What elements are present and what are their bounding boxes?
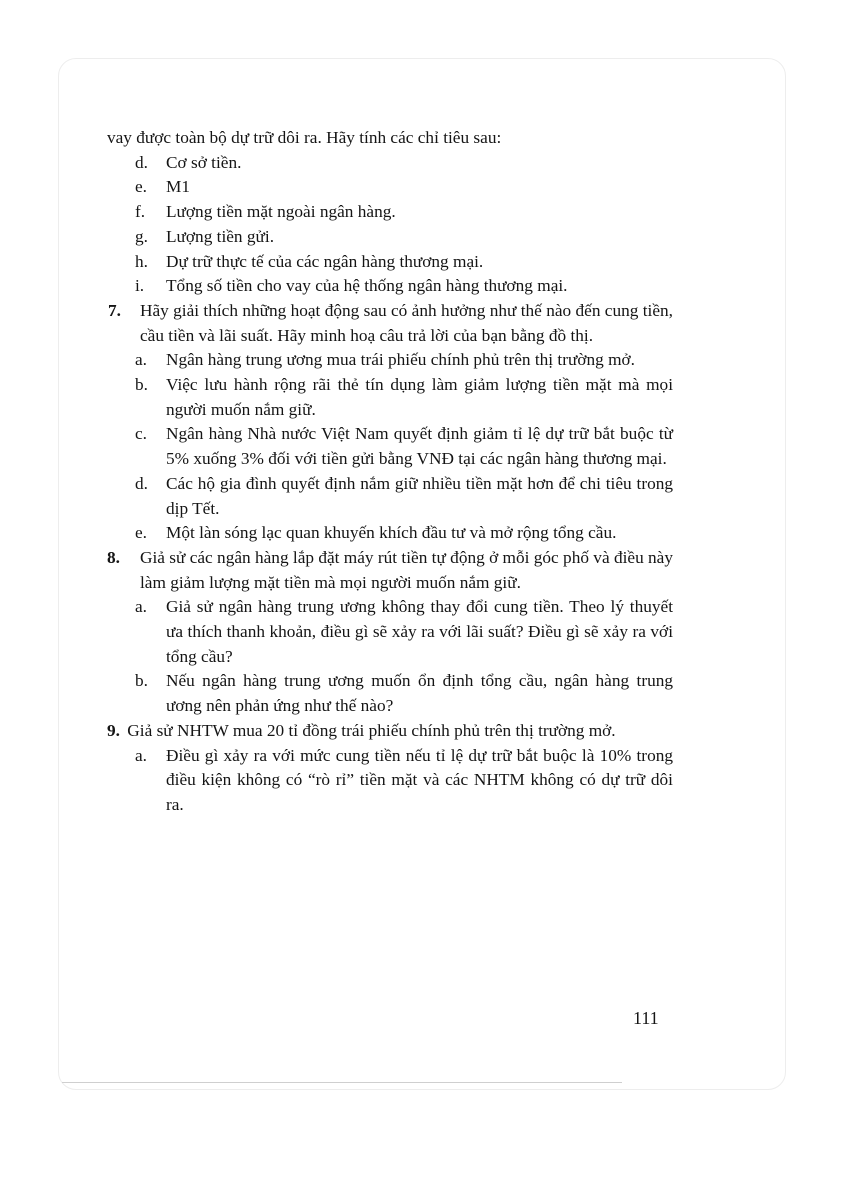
page-number: 111 bbox=[633, 1008, 659, 1028]
list-item bbox=[107, 274, 673, 299]
item-text: Điều gì xảy ra với mức cung tiền nếu tỉ lệ dự trữ bắt buộc là 10% trong điều kiện không có “rò rỉ” tiền mặt và các NHTM không có dự trữ dôi ra. bbox=[166, 745, 673, 814]
item-text: Các hộ gia đình quyết định nắm giữ nhiều tiền mặt hơn để chi tiêu trong dịp Tết. bbox=[166, 473, 673, 518]
question-text: Giả sử các ngân hàng lắp đặt máy rút tiền tự động ở mỗi góc phố và điều này làm giảm lượng mặt tiền mà mọi người muốn nắm giữ. bbox=[140, 547, 673, 592]
q9-list bbox=[107, 744, 673, 818]
question-number: 8. bbox=[107, 547, 120, 567]
item-letter: f. bbox=[135, 202, 146, 222]
question-text: Giả sử NHTW mua 20 tỉ đồng trái phiếu chính phủ trên thị trường mở. bbox=[127, 720, 616, 740]
item-text: Tổng số tiền cho vay của hệ thống ngân hàng thương mại. bbox=[166, 276, 568, 296]
list-item bbox=[107, 250, 673, 275]
item-letter: e. bbox=[135, 177, 147, 197]
list-item bbox=[107, 348, 673, 373]
question-text: Hãy giải thích những hoạt động sau có ảnh hưởng như thế nào đến cung tiền, cầu tiền và lãi suất. Hãy minh hoạ câu trả lời của bạn bằng đồ thị. bbox=[140, 300, 673, 345]
question-9-body bbox=[107, 719, 673, 744]
item-letter: i. bbox=[135, 276, 145, 296]
list-item bbox=[107, 595, 673, 669]
list-item bbox=[107, 373, 673, 422]
item-text: Giả sử ngân hàng trung ương không thay đổi cung tiền. Theo lý thuyết ưa thích thanh khoản, điều gì sẽ xảy ra với lãi suất? Điều gì sẽ xảy ra với tổng cầu? bbox=[166, 597, 673, 666]
item-letter: h. bbox=[135, 251, 148, 271]
item-letter: d. bbox=[135, 152, 148, 172]
item-letter: d. bbox=[135, 473, 148, 493]
item-letter: c. bbox=[135, 424, 147, 444]
list-item bbox=[107, 669, 673, 718]
question-7 bbox=[107, 299, 673, 348]
list-item bbox=[107, 225, 673, 250]
question-8 bbox=[107, 546, 673, 595]
item-text: Ngân hàng trung ương mua trái phiếu chính phủ trên thị trường mở. bbox=[166, 350, 635, 370]
list-item bbox=[107, 422, 673, 471]
list-item bbox=[107, 200, 673, 225]
item-text: Việc lưu hành rộng rãi thẻ tín dụng làm giảm lượng tiền mặt mà mọi người muốn nắm giữ. bbox=[166, 375, 673, 419]
list-item bbox=[107, 175, 673, 200]
item-letter: g. bbox=[135, 226, 148, 246]
list-item bbox=[107, 472, 673, 521]
q6-list bbox=[107, 151, 673, 299]
item-text: Ngân hàng Nhà nước Việt Nam quyết định giảm tỉ lệ dự trữ bắt buộc từ 5% xuống 3% đối với tiền gửi bằng VNĐ tại các ngân hàng thương mại. bbox=[166, 424, 673, 469]
item-letter: a. bbox=[135, 745, 147, 765]
item-text: Lượng tiền mặt ngoài ngân hàng. bbox=[166, 202, 396, 222]
question-9 bbox=[107, 719, 673, 744]
item-letter: a. bbox=[135, 597, 147, 617]
item-text: Dự trữ thực tế của các ngân hàng thương mại. bbox=[166, 251, 484, 271]
list-item bbox=[107, 744, 673, 818]
scan-divider bbox=[62, 1082, 622, 1083]
item-text: M1 bbox=[166, 177, 191, 197]
item-letter: a. bbox=[135, 350, 147, 370]
item-text: Một làn sóng lạc quan khuyến khích đầu tư và mở rộng tổng cầu. bbox=[166, 523, 617, 543]
item-letter: b. bbox=[135, 671, 148, 691]
page-content bbox=[107, 126, 673, 818]
q8-list bbox=[107, 595, 673, 719]
q7-list bbox=[107, 348, 673, 546]
item-text: Nếu ngân hàng trung ương muốn ổn định tổng cầu, ngân hàng trung ương nên phản ứng như thế nào? bbox=[166, 671, 673, 716]
list-item bbox=[107, 521, 673, 546]
item-text: Lượng tiền gửi. bbox=[166, 226, 275, 246]
item-letter: e. bbox=[135, 523, 147, 543]
item-letter: b. bbox=[135, 375, 148, 395]
list-item bbox=[107, 151, 673, 176]
intro-line: vay được toàn bộ dự trữ dôi ra. Hãy tính các chỉ tiêu sau: bbox=[107, 128, 502, 147]
question-number: 9. bbox=[107, 720, 120, 740]
question-number: 7. bbox=[108, 300, 121, 320]
item-text: Cơ sở tiền. bbox=[166, 152, 242, 172]
